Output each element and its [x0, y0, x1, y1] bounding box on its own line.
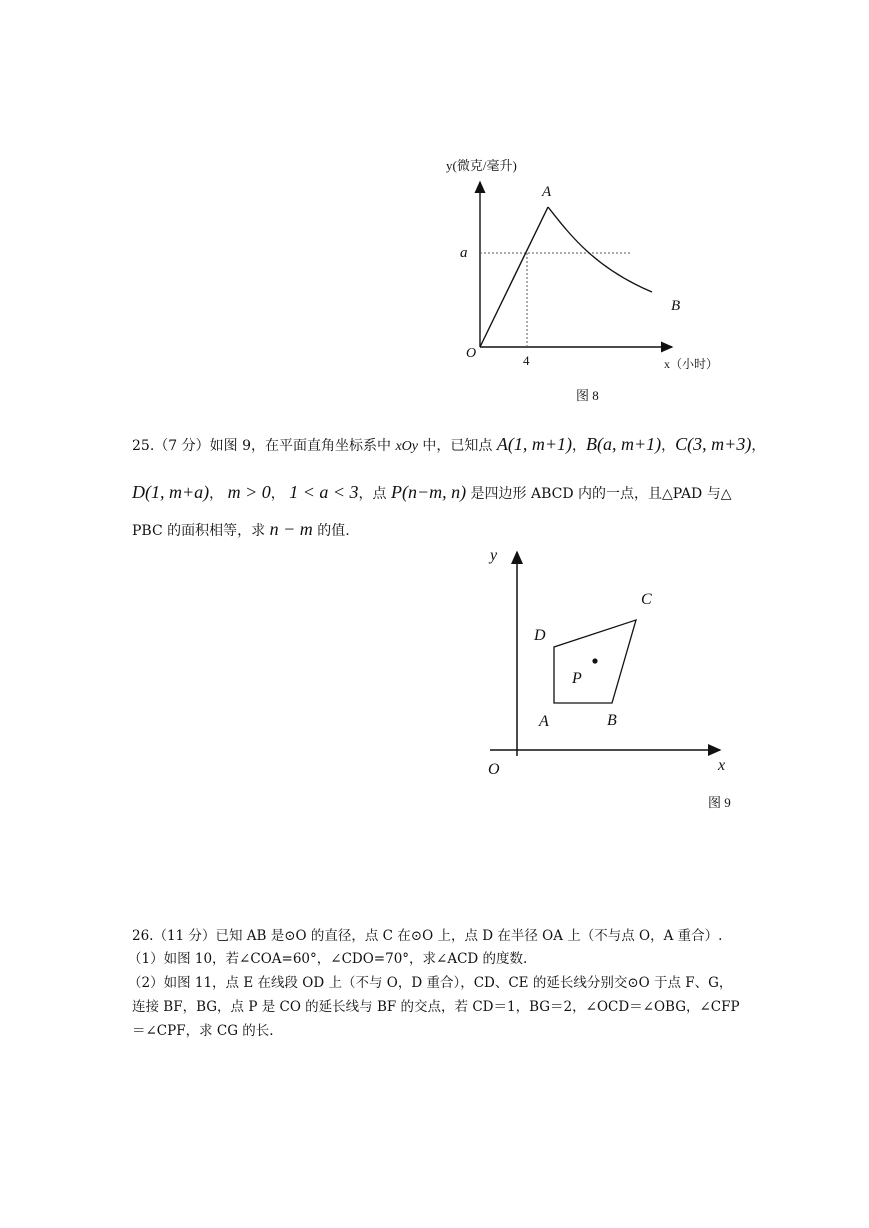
- condition-m: m > 0: [227, 482, 271, 502]
- expression-n-minus-m: n − m: [269, 519, 313, 539]
- y-axis-label: y: [490, 547, 498, 564]
- origin-label: O: [466, 346, 477, 361]
- vertex-b-label: B: [607, 712, 617, 729]
- q26-line-4: 连接 BF，BG，点 P 是 CO 的延长线与 BF 的交点，若 CD＝1，BG＝2，∠OCD＝∠OBG，∠CFP: [132, 999, 740, 1015]
- rising-segment: [480, 207, 548, 347]
- coord-system-label: xOy: [395, 439, 418, 454]
- point-a-coord: A(1, m+1): [496, 434, 573, 454]
- x-axis-label: x: [718, 757, 726, 774]
- q25-line-1: 25.（7 分）如图 9，在平面直角坐标系中 xOy 中，已知点 A(1, m+1)，B(a, m+1)，C(3, m+3)，: [132, 434, 766, 454]
- q25-text-area-equal: PBC 的面积相等，求: [132, 523, 270, 539]
- point-p-label: P: [572, 670, 582, 687]
- point-p-coord: P(n−m, n): [390, 482, 467, 502]
- point-p-dot: [592, 658, 597, 663]
- q25-line-2: D(1, m+a)， m > 0， 1 < a < 3，点 P(n−m, n) 是四边形 ABCD 内的一点，且△PAD 与△: [132, 482, 732, 502]
- q26-line-3: （2）如图 11，点 E 在线段 OD 上（不与 O，D 重合），CD、CE 的延长线分别交⊙O 于点 F、G，: [128, 975, 733, 991]
- vertex-a-label: A: [539, 713, 549, 730]
- y-axis-label: y(微克/毫升): [446, 158, 517, 173]
- decay-curve: [548, 207, 652, 292]
- q26-line-2: （1）如图 10，若∠COA=60°，∠CDO=70°，求∠ACD 的度数.: [128, 951, 528, 967]
- point-d-coord: D(1, m+a): [132, 482, 210, 502]
- q25-text-point-p: ，点: [358, 486, 391, 502]
- origin-label: O: [488, 761, 500, 778]
- q26-line-5: ＝∠CPF，求 CG 的长.: [132, 1023, 274, 1039]
- figure-9-caption: 图 9: [708, 795, 731, 810]
- q25-text-value: 的值.: [312, 523, 350, 539]
- point-b-label: B: [671, 298, 681, 314]
- figure-8: [430, 150, 750, 410]
- figure-9-graph: [470, 540, 760, 820]
- point-a-label: A: [542, 184, 552, 200]
- vertex-c-label: C: [641, 591, 652, 608]
- q26-line-1: 26.（11 分）已知 AB 是⊙O 的直径，点 C 在⊙O 上，点 D 在半径 OA 上（不与点 O，A 重合）.: [132, 928, 723, 944]
- x-axis-label: x（小时）: [664, 357, 719, 371]
- point-c-coord: C(3, m+3): [675, 434, 752, 454]
- level-a-label: a: [460, 245, 468, 261]
- q25-intro-text: 25.（7 分）如图 9，在平面直角坐标系中: [132, 438, 396, 454]
- point-b-coord: B(a, m+1): [586, 434, 662, 454]
- condition-a: 1 < a < 3: [289, 482, 359, 502]
- vertex-d-label: D: [534, 627, 546, 644]
- x-tick-4-label: 4: [523, 353, 530, 368]
- q25-text-given-points: 中，已知点: [417, 438, 497, 454]
- figure-8-caption: 图 8: [576, 388, 599, 403]
- figure-8-graph: [430, 150, 750, 410]
- q25-line-3: [132, 517, 350, 543]
- q25-text-quadrilateral: 是四边形 ABCD 内的一点，且△PAD 与△: [466, 486, 732, 502]
- figure-9: [470, 540, 760, 820]
